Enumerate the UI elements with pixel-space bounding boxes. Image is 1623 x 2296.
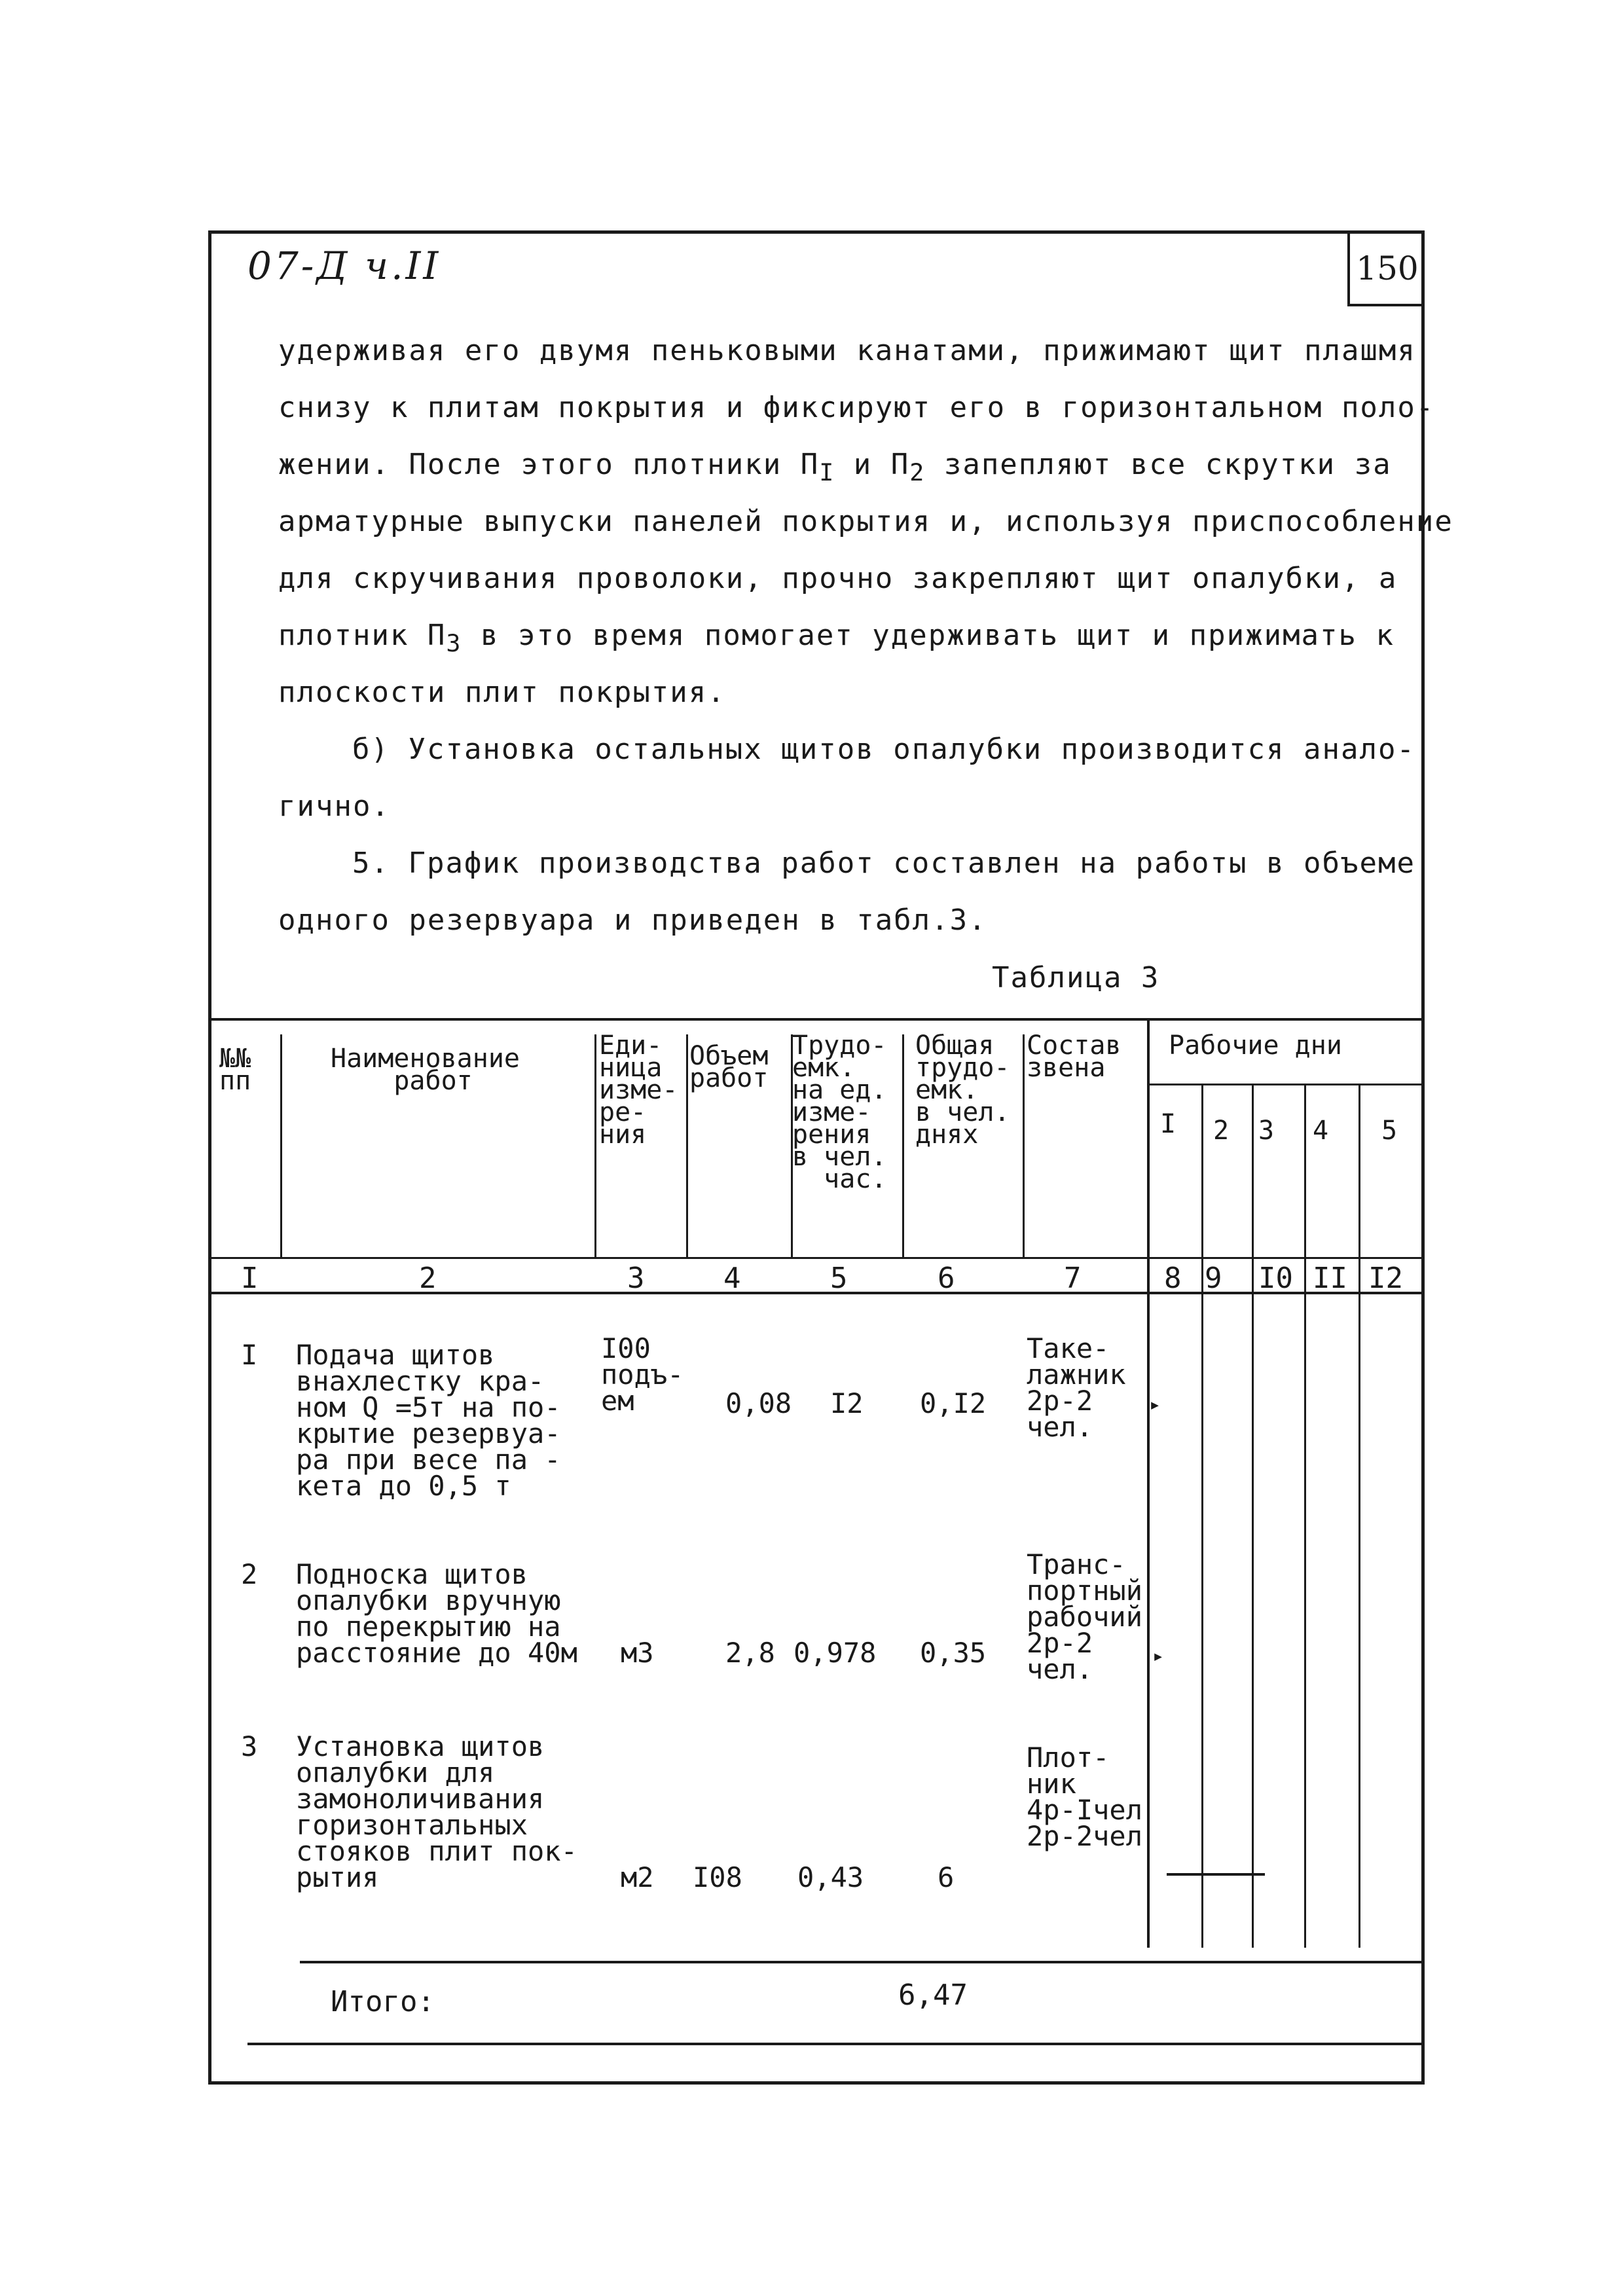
header-unit: Еди- ница изме- ре- ния bbox=[599, 1030, 678, 1150]
header-crew: Состав звена bbox=[1027, 1030, 1122, 1083]
row-name: Подача щитов внахлестку кра- ном Q =5т на по- крытие резервуа- ра при весе па - кета до 0,5 т bbox=[296, 1339, 561, 1502]
paragraph-line: гично. bbox=[278, 790, 390, 823]
header-day: 3 bbox=[1258, 1116, 1275, 1146]
row-no: 3 bbox=[241, 1730, 258, 1762]
document-code: 07-Д ч.II bbox=[247, 244, 441, 288]
header-day: 2 bbox=[1213, 1116, 1230, 1146]
schedule-mark: ▸ bbox=[1149, 1393, 1161, 1416]
paragraph-line: одного резервуара и приведен в табл.3. bbox=[278, 903, 987, 937]
header-day: 5 bbox=[1381, 1116, 1398, 1146]
header-no: №№ пп bbox=[219, 1044, 251, 1096]
total-label: Итого: bbox=[331, 1985, 435, 2018]
row-labor-total: 0,35 bbox=[920, 1637, 987, 1669]
row-unit: I00 подъ- ем bbox=[601, 1332, 684, 1417]
header-sep bbox=[1023, 1034, 1025, 1257]
row-labor-total: 0,I2 bbox=[920, 1387, 987, 1419]
total-bottom-rule bbox=[247, 2043, 1425, 2045]
row-crew: Таке- лажник 2р-2 чел. bbox=[1027, 1332, 1126, 1443]
paragraph-line: 5. График производства работ составлен на работы в объеме bbox=[352, 847, 1415, 880]
row-volume: I08 bbox=[693, 1861, 742, 1893]
days-col-line bbox=[1147, 1018, 1150, 1948]
paragraph-line: плотник $П_3$ в это время помогает удерживать щит и прижимать к bbox=[278, 619, 1395, 657]
header-sep bbox=[902, 1034, 904, 1257]
header-sep bbox=[686, 1034, 688, 1257]
col-number: 9 bbox=[1205, 1262, 1222, 1295]
paragraph-line: жении. После этого плотники $П_I$ и $П_2$ запепляют все скрутки за bbox=[278, 448, 1392, 486]
table-top-rule bbox=[208, 1018, 1425, 1021]
header-days: Рабочие дни bbox=[1169, 1030, 1342, 1061]
paragraph-line: снизу к плитам покрытия и фиксируют его в горизонтальном поло- bbox=[278, 391, 1435, 424]
row-labor-unit: 0,978 bbox=[793, 1637, 877, 1669]
col-numbers-rule bbox=[208, 1292, 1425, 1294]
day-col-line bbox=[1201, 1084, 1203, 1948]
header-sep bbox=[280, 1034, 282, 1257]
row-unit: м2 bbox=[621, 1861, 654, 1893]
row-volume: 0,08 bbox=[725, 1387, 792, 1419]
total-value: 6,47 bbox=[898, 1978, 968, 2012]
paragraph-line: арматурные выпуски панелей покрытия и, используя приспособление bbox=[278, 505, 1453, 538]
row-labor-unit: I2 bbox=[830, 1387, 864, 1419]
row-name: Установка щитов опалубки для замоноличивания горизонтальных стояков плит пок- рытия bbox=[296, 1730, 577, 1893]
row-volume: 2,8 bbox=[725, 1637, 775, 1669]
col-number: 4 bbox=[723, 1262, 741, 1295]
paragraph-line: удерживая его двумя пеньковыми канатами, прижимают щит плашмя bbox=[278, 334, 1416, 367]
row-no: I bbox=[241, 1339, 258, 1371]
day-col-line bbox=[1359, 1084, 1360, 1948]
row-name: Подноска щитов опалубки вручную по перекрытию на расстояние до 40м bbox=[296, 1558, 577, 1669]
header-bottom-rule bbox=[208, 1257, 1425, 1259]
col-number: 8 bbox=[1164, 1262, 1182, 1295]
header-sep bbox=[594, 1034, 596, 1257]
header-labor-total: Общая трудо- емк. в чел. днях bbox=[915, 1030, 1010, 1150]
row-unit: м3 bbox=[621, 1637, 654, 1669]
row-no: 2 bbox=[241, 1558, 258, 1590]
header-volume: Объем работ bbox=[689, 1041, 769, 1093]
day-col-line bbox=[1252, 1084, 1254, 1948]
col-number: II bbox=[1313, 1262, 1347, 1295]
row-labor-unit: 0,43 bbox=[797, 1861, 864, 1893]
paragraph-line: плоскости плит покрытия. bbox=[278, 676, 726, 709]
col-number: 3 bbox=[627, 1262, 645, 1295]
page-number: 150 bbox=[1347, 233, 1425, 306]
schedule-bar bbox=[1167, 1873, 1265, 1876]
header-name: Наименование работ bbox=[331, 1044, 520, 1096]
col-number: 2 bbox=[419, 1262, 437, 1295]
days-subheader-rule bbox=[1149, 1084, 1425, 1085]
paragraph-line: б) Установка остальных щитов опалубки производится анало- bbox=[352, 733, 1415, 766]
col-number: 5 bbox=[830, 1262, 848, 1295]
table-caption: Таблица 3 bbox=[992, 961, 1160, 994]
total-top-rule bbox=[300, 1961, 1425, 1963]
header-labor-unit: Трудо- емк. на ед. изме- рения в чел. час. bbox=[792, 1030, 887, 1194]
paragraph-line: для скручивания проволоки, прочно закрепляют щит опалубки, а bbox=[278, 562, 1398, 595]
row-crew: Транс- портный рабочий 2р-2 чел. bbox=[1027, 1548, 1143, 1685]
col-number: I0 bbox=[1258, 1262, 1293, 1295]
day-col-line bbox=[1304, 1084, 1306, 1948]
col-number: 7 bbox=[1064, 1262, 1082, 1295]
row-labor-total: 6 bbox=[938, 1861, 955, 1893]
col-number: 6 bbox=[938, 1262, 955, 1295]
schedule-mark: ▸ bbox=[1152, 1645, 1165, 1667]
row-crew: Плот- ник 4р-Iчел 2р-2чел bbox=[1027, 1741, 1143, 1852]
header-day: 4 bbox=[1313, 1116, 1329, 1146]
col-number: I2 bbox=[1368, 1262, 1403, 1295]
col-number: I bbox=[241, 1262, 259, 1295]
header-day: I bbox=[1160, 1109, 1176, 1139]
